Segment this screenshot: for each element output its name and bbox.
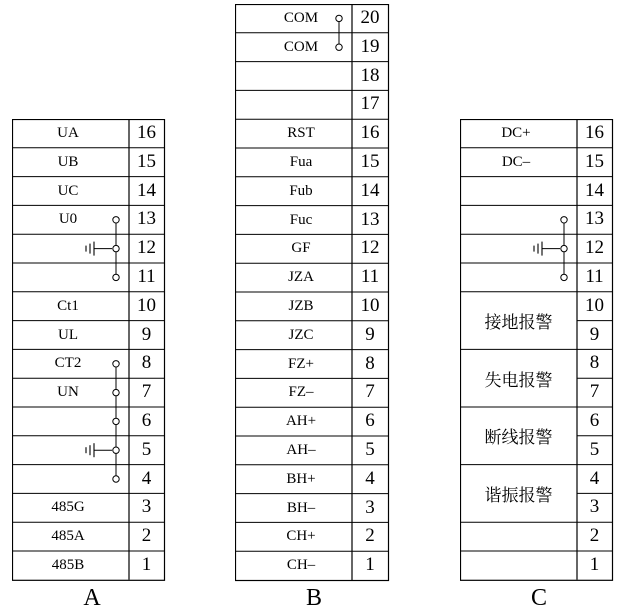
caption-b: B: [305, 585, 322, 611]
terminal-label: Fua: [289, 154, 313, 170]
terminal-number: 9: [589, 323, 600, 345]
terminal-label: UL: [58, 326, 78, 343]
terminal-label: BH+: [286, 470, 316, 487]
terminal-label: AH+: [285, 413, 317, 430]
terminal-number: 3: [365, 496, 375, 518]
terminal-label: Fuc: [289, 211, 313, 228]
alarm-label: 断线报警: [484, 428, 553, 448]
terminal-label: 485B: [51, 557, 85, 573]
terminal-number: 1: [365, 554, 375, 576]
terminal-number: 7: [365, 381, 375, 403]
terminal-label: UC: [57, 182, 79, 199]
terminal-number: 5: [589, 438, 600, 460]
terminal-number: 19: [360, 35, 380, 57]
terminal-number: 3: [589, 496, 600, 518]
terminal-label: DC–: [501, 153, 531, 170]
terminal-strip-b: [235, 4, 388, 580]
terminal-circle-icon: [113, 476, 119, 482]
terminal-number: 7: [141, 381, 152, 403]
terminal-number: 10: [585, 294, 604, 316]
terminal-label: COM: [283, 10, 319, 26]
ground-icon: [86, 443, 112, 457]
terminal-number: 4: [141, 467, 152, 489]
terminal-label: JZA: [288, 269, 314, 286]
terminal-number: 16: [585, 122, 604, 143]
terminal-number: 8: [589, 352, 600, 374]
terminal-number: 14: [585, 179, 604, 201]
terminal-label: UB: [57, 153, 79, 170]
terminal-number: 8: [365, 352, 375, 374]
terminal-label: AH–: [286, 442, 316, 458]
terminal-label: DC+: [501, 125, 531, 141]
terminal-number: 8: [141, 352, 152, 374]
terminal-number: 13: [585, 208, 604, 230]
terminal-number: 17: [360, 93, 380, 115]
terminal-label: 485G: [51, 499, 85, 516]
terminal-circle-icon: [113, 389, 119, 395]
terminal-number: 11: [137, 266, 156, 287]
terminal-number: 18: [360, 64, 380, 86]
terminal-number: 2: [365, 525, 375, 547]
terminal-label: JZC: [288, 326, 314, 343]
terminal-number: 10: [137, 294, 156, 316]
terminal-number: 16: [137, 122, 156, 143]
terminal-label: 485A: [51, 528, 85, 545]
terminal-circle-icon: [561, 217, 567, 223]
terminal-label: BH–: [286, 499, 316, 516]
terminal-label: CH–: [286, 557, 316, 574]
terminal-number: 12: [585, 237, 604, 259]
terminal-strip-c: [460, 119, 612, 580]
alarm-label: 接地报警: [484, 313, 553, 333]
ground-icon: [86, 242, 112, 256]
terminal-circle-icon: [113, 274, 119, 280]
terminal-number: 11: [585, 266, 604, 287]
terminal-number: 4: [365, 467, 375, 489]
terminal-number: 7: [589, 381, 600, 403]
terminal-label: UA: [57, 125, 79, 141]
terminal-circle-icon: [113, 418, 119, 424]
alarm-label: 谐振报警: [484, 485, 553, 505]
terminal-label: FZ+: [288, 355, 314, 372]
terminal-number: 11: [360, 266, 380, 288]
terminal-number: 15: [360, 151, 380, 172]
terminal-number: 6: [141, 410, 152, 431]
terminal-number: 12: [360, 237, 380, 259]
terminal-number: 13: [360, 208, 380, 230]
terminal-number: 16: [360, 122, 380, 144]
terminal-strip-a: [12, 119, 164, 580]
junction-circle-icon: [113, 245, 119, 251]
alarm-label: 失电报警: [484, 370, 553, 390]
ground-icon: [534, 242, 560, 256]
terminal-number: 14: [137, 179, 156, 201]
terminal-number: 15: [137, 150, 156, 172]
terminal-label: Ct1: [57, 297, 79, 314]
terminal-label: RST: [287, 125, 315, 142]
caption-c: C: [530, 585, 547, 611]
terminal-number: 13: [137, 208, 156, 230]
terminal-number: 15: [585, 150, 604, 172]
terminal-circle-icon: [113, 361, 119, 367]
terminal-label: UN: [57, 384, 79, 401]
terminal-number: 6: [365, 410, 375, 432]
terminal-number: 20: [360, 7, 380, 28]
terminal-label: CH+: [286, 528, 316, 545]
terminal-number: 14: [360, 179, 380, 201]
terminal-number: 9: [365, 323, 375, 345]
terminal-number: 5: [365, 439, 375, 460]
terminal-label: Fub: [289, 182, 313, 199]
terminal-label: FZ–: [288, 384, 314, 401]
junction-circle-icon: [561, 245, 567, 251]
terminal-number: 6: [589, 410, 600, 431]
terminal-number: 1: [141, 554, 152, 575]
terminal-circle-icon: [113, 217, 119, 223]
terminal-number: 2: [589, 525, 600, 547]
terminal-number: 9: [141, 323, 152, 345]
terminal-label: CT2: [54, 355, 82, 372]
terminal-number: 2: [141, 525, 152, 547]
caption-a: A: [83, 585, 101, 611]
junction-circle-icon: [113, 447, 119, 453]
terminal-label: COM: [283, 38, 319, 55]
terminal-number: 5: [141, 438, 152, 460]
terminal-circle-icon: [561, 274, 567, 280]
terminal-number: 12: [137, 237, 156, 259]
terminal-number: 3: [141, 496, 152, 518]
terminal-label: JZB: [288, 298, 314, 314]
terminal-number: 1: [589, 554, 600, 575]
terminal-number: 4: [589, 467, 600, 489]
terminal-number: 10: [360, 295, 380, 316]
terminal-label: GF: [291, 240, 311, 257]
terminal-label: U0: [58, 211, 78, 228]
